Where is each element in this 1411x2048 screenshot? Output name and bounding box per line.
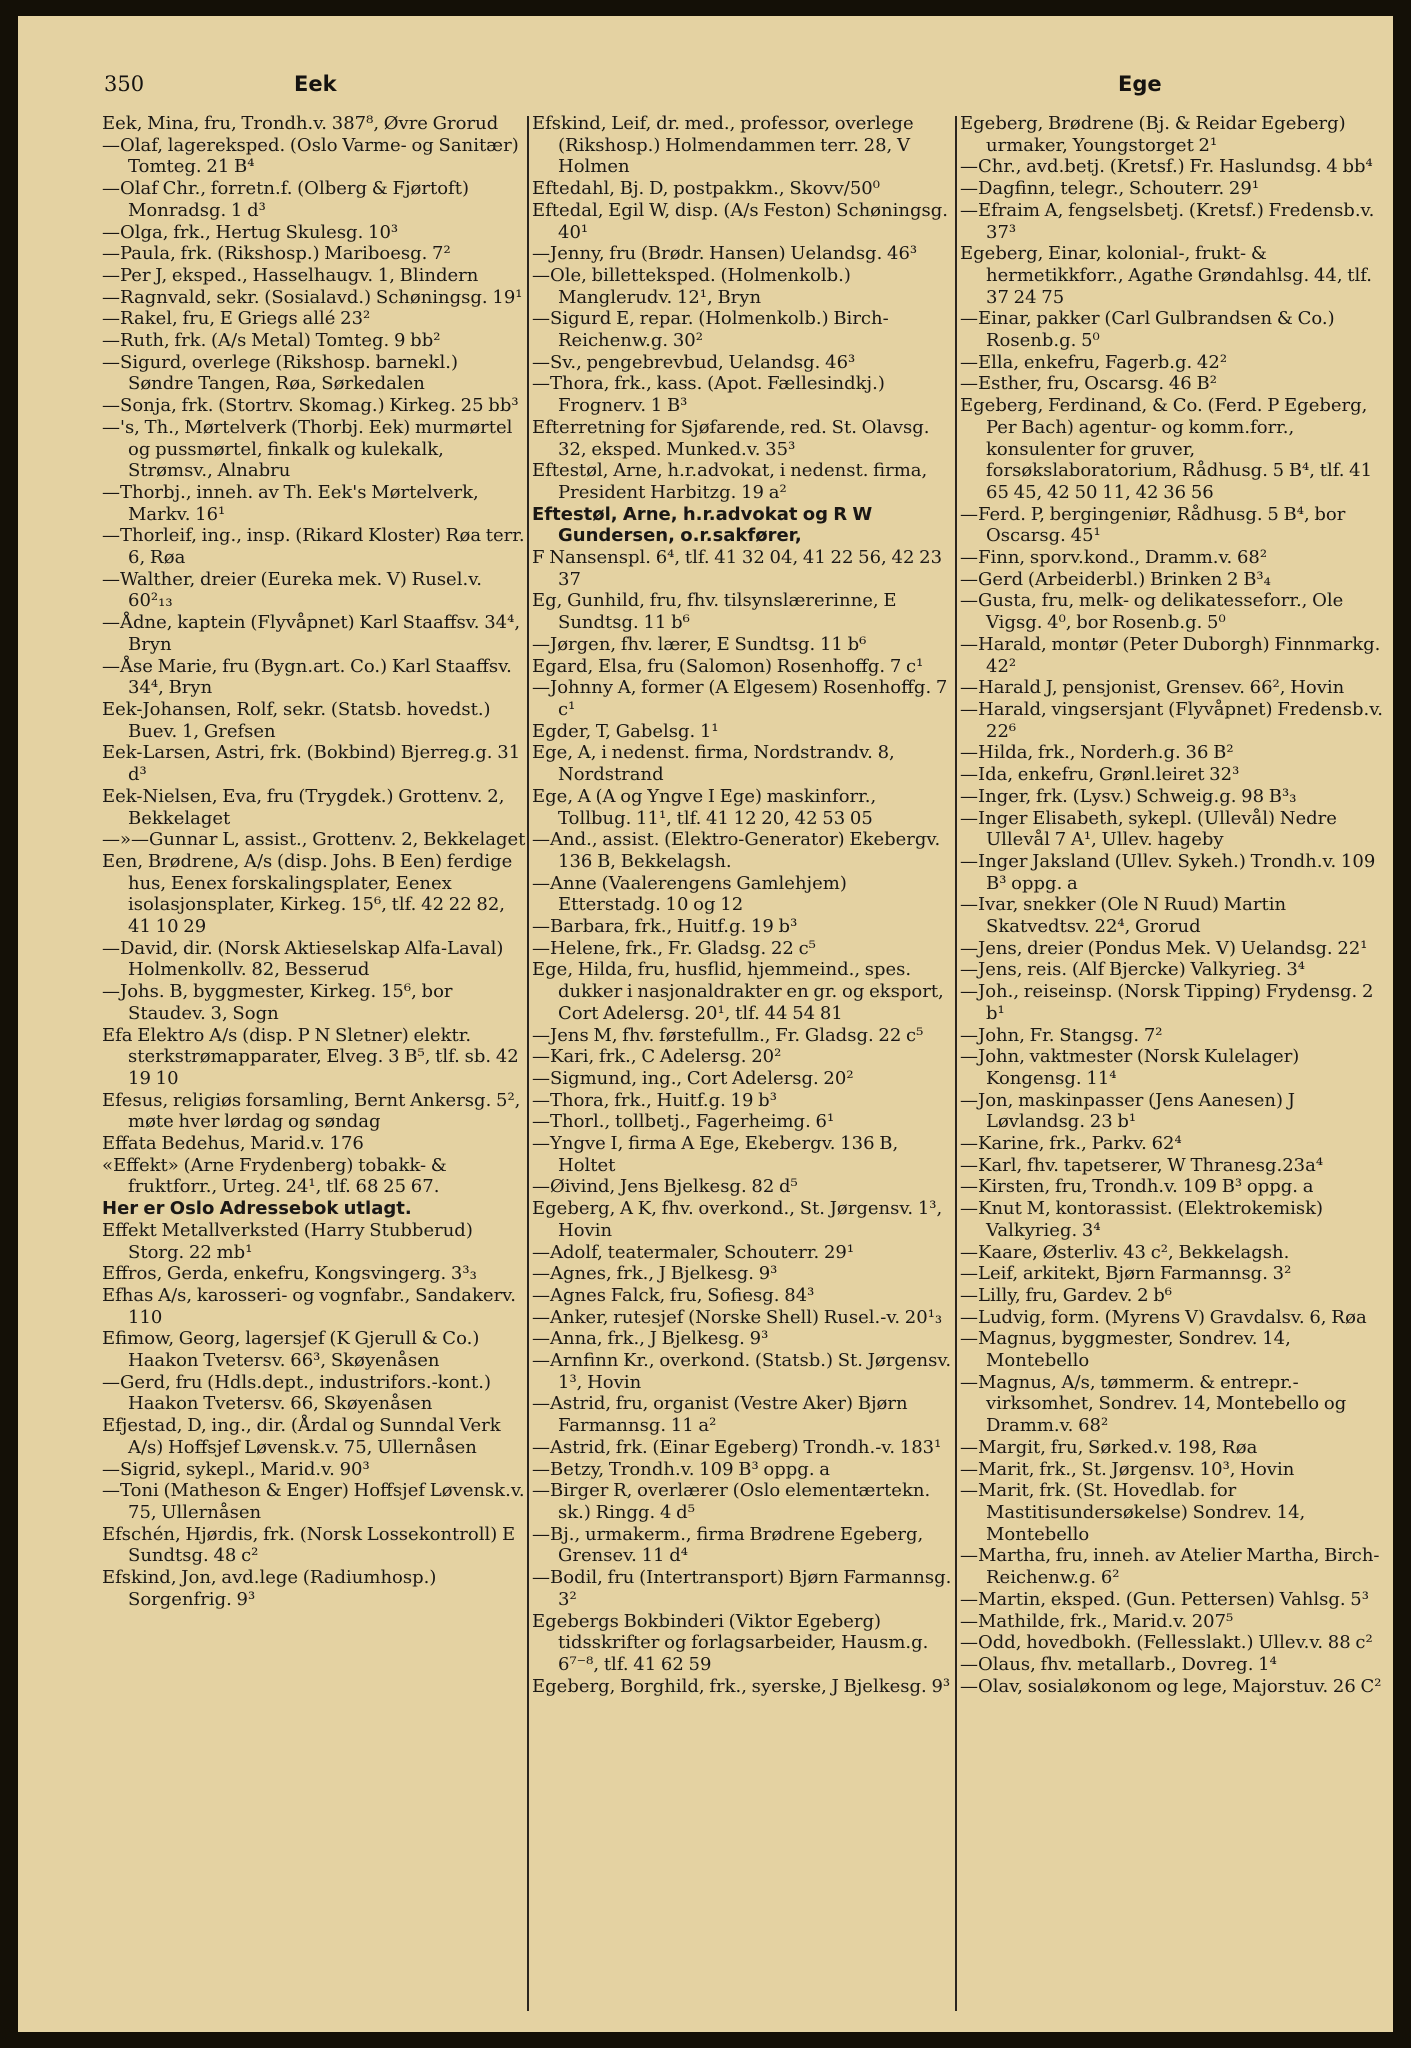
directory-entry: —Sigurd E, repar. (Holmenkolb.) Birch-Reichenw.g. 30² bbox=[532, 308, 889, 352]
column-3 bbox=[960, 113, 1384, 2018]
directory-entry: —»—Gunnar L, assist., Grottenv. 2, Bekkelaget bbox=[102, 829, 526, 851]
directory-entry: —Yngve I, firma A Ege, Ekebergv. 136 B, Holtet bbox=[532, 1133, 899, 1176]
directory-entry: —Knut M, kontorassist. (Elektrokemisk) Valkyrieg. 3⁴ bbox=[960, 1198, 1324, 1241]
directory-entry: Efskind, Jon, avd.lege (Radiumhosp.) Sorgenfrig. 9³ bbox=[102, 1567, 437, 1610]
directory-entry: —John, vaktmester (Norsk Kulelager) Kongensg. 11⁴ bbox=[960, 1046, 1300, 1089]
directory-entry: Eek-Nielsen, Eva, fru (Trygdek.) Grottenv. 2, Bekkelaget bbox=[102, 785, 505, 829]
directory-entry: —Martha, fru, inneh. av Atelier Martha, Birch-Reichenw.g. 6² bbox=[960, 1545, 1380, 1589]
directory-entry: —Sigurd, overlege (Rikshosp. barnekl.) Søndre Tangen, Røa, Sørkedalen bbox=[102, 351, 458, 395]
directory-entry: —Margit, fru, Sørked.v. 198, Røa bbox=[960, 1436, 1258, 1458]
directory-entry: —Arnfinn Kr., overkond. (Statsb.) St. Jørgensv. 1³, Hovin bbox=[532, 1350, 952, 1393]
directory-entry: —Ole, billetteksped. (Holmenkolb.) Manglerudv. 12¹, Bryn bbox=[532, 264, 851, 308]
column-2 bbox=[532, 113, 954, 2018]
directory-entry: —Anna, frk., J Bjelkesg. 9³ bbox=[532, 1328, 769, 1350]
directory-entry: Egeberg, Einar, kolonial-, frukt- & hermetikkforr., Agathe Grøndahlsg. 44, tlf. 37 24 75 bbox=[960, 243, 1373, 308]
directory-entry: «Effekt» (Arne Frydenberg) tobakk- & fruktforr., Urteg. 24¹, tlf. 68 25 67. bbox=[102, 1154, 447, 1198]
directory-entry: —'s, Th., Mørtelverk (Thorbj. Eek) murmørtel og pussmørtel, finkalk og kulekalk, Strømsv., Alnabru bbox=[102, 416, 513, 482]
directory-page bbox=[18, 16, 1393, 2032]
directory-entry: —And., assist. (Elektro-Generator) Ekebergv. 136 B, Bekkelagsh. bbox=[532, 829, 941, 872]
directory-entry: —Olaus, fhv. metallarb., Dovreg. 1⁴ bbox=[960, 1653, 1277, 1675]
directory-entry: Ege, A, i nedenst. firma, Nordstrandv. 8, Nordstrand bbox=[532, 742, 895, 786]
directory-entry: —Per J, eksped., Hasselhaugv. 1, Blindern bbox=[102, 264, 479, 286]
directory-entry: —Johnny A, former (A Elgesem) Rosenhoffg. 7 c¹ bbox=[532, 677, 948, 720]
directory-entry: —Inger Jaksland (Ullev. Sykeh.) Trondh.v. 109 B³ oppg. a bbox=[960, 850, 1376, 894]
directory-entry: Egder, T, Gabelsg. 1¹ bbox=[532, 720, 719, 742]
column-divider bbox=[955, 116, 957, 2011]
directory-entry: —Sv., pengebrevbud, Uelandsg. 46³ bbox=[532, 351, 856, 373]
directory-entry: —Jens M, fhv. førstefullm., Fr. Gladsg. 22 c⁵ bbox=[532, 1024, 924, 1046]
left-guide-word: Eek bbox=[294, 72, 337, 96]
directory-entry: —Toni (Matheson & Enger) Hoffsjef Løvensk.v. 75, Ullernåsen bbox=[102, 1480, 525, 1523]
directory-entry: —Ludvig, form. (Myrens V) Gravdalsv. 6, Røa bbox=[960, 1306, 1367, 1328]
directory-entry: —Astrid, frk. (Einar Egeberg) Trondh.-v. 183¹ bbox=[532, 1436, 942, 1458]
directory-entry: Efskind, Leif, dr. med., professor, overlege (Rikshosp.) Holmendammen terr. 28, V Holmen bbox=[532, 113, 914, 178]
directory-entry: —Bj., urmakerm., firma Brødrene Egeberg, Grensev. 11 d⁴ bbox=[532, 1523, 924, 1567]
directory-entry: Ege, A (A og Yngve I Ege) maskinforr., Tollbug. 11¹, tlf. 41 12 20, 42 53 05 bbox=[532, 785, 877, 829]
directory-entry: Effekt Metallverksted (Harry Stubberud) Storg. 22 mb¹ bbox=[102, 1219, 473, 1263]
directory-entry: —Dagfinn, telegr., Schouterr. 29¹ bbox=[960, 178, 1260, 200]
directory-entry: —Adolf, teatermaler, Schouterr. 29¹ bbox=[532, 1241, 855, 1263]
directory-entry: —David, dir. (Norsk Aktieselskap Alfa-Laval) Holmenkollv. 82, Besserud bbox=[102, 937, 504, 981]
directory-entry: —Thora, frk., kass. (Apot. Fællesindkj.) Frognerv. 1 B³ bbox=[532, 373, 885, 417]
directory-entry: —Ella, enkefru, Fagerb.g. 42² bbox=[960, 351, 1228, 373]
directory-entry: —Helene, frk., Fr. Gladsg. 22 c⁵ bbox=[532, 937, 816, 959]
directory-entry: —Sigrid, sykepl., Marid.v. 90³ bbox=[102, 1458, 370, 1480]
directory-entry: —Inger Elisabeth, sykepl. (Ullevål) Nedre Ullevål 7 A¹, Ullev. hageby bbox=[960, 807, 1337, 851]
directory-entry: Efimow, Georg, lagersjef (K Gjerull & Co.) Haakon Tvetersv. 66³, Skøyenåsen bbox=[102, 1328, 480, 1372]
directory-entry: —Finn, sporv.kond., Dramm.v. 68² bbox=[960, 547, 1268, 569]
directory-entry: —Lilly, fru, Gardev. 2 b⁶ bbox=[960, 1284, 1173, 1306]
directory-entry: —John, Fr. Stangsg. 7² bbox=[960, 1024, 1163, 1046]
directory-entry: —Joh., reiseinsp. (Norsk Tipping) Frydensg. 2 b¹ bbox=[960, 981, 1374, 1024]
directory-entry: —Agnes, frk., J Bjelkesg. 9³ bbox=[532, 1263, 778, 1285]
column-divider bbox=[527, 116, 529, 2011]
directory-entry: —Einar, pakker (Carl Gulbrandsen & Co.) Rosenb.g. 5⁰ bbox=[960, 308, 1335, 352]
directory-entry: —Ragnvald, sekr. (Sosialavd.) Schøningsg. 19¹ bbox=[102, 286, 523, 308]
directory-entry: —Odd, hovedbokh. (Fellesslakt.) Ullev.v. 88 c² bbox=[960, 1632, 1373, 1654]
directory-entry: F Nansenspl. 6⁴, tlf. 41 32 04, 41 22 56, 42 23 37 bbox=[532, 547, 943, 590]
directory-entry: Efhas A/s, karosseri- og vognfabr., Sandakerv. 110 bbox=[102, 1284, 516, 1328]
directory-entry: Effata Bedehus, Marid.v. 176 bbox=[102, 1133, 364, 1155]
directory-entry: —Kari, frk., C Adelersg. 20² bbox=[532, 1046, 782, 1068]
directory-entry: —Anker, rutesjef (Norske Shell) Rusel.-v. 20¹₃ bbox=[532, 1306, 943, 1328]
directory-entry: Egebergs Bokbinderi (Viktor Egeberg) tidsskrifter og forlagsarbeider, Hausm.g. 6⁷⁻⁸, tlf. 41 62 59 bbox=[532, 1610, 929, 1675]
directory-entry: —Thorleif, ing., insp. (Rikard Kloster) Røa terr. 6, Røa bbox=[102, 525, 525, 569]
directory-entry: —Harald, vingsersjant (Flyvåpnet) Fredensb.v. 22⁶ bbox=[960, 698, 1383, 742]
directory-entry: Her er Oslo Adressebok utlagt. bbox=[102, 1198, 412, 1220]
directory-entry: —Inger, frk. (Lysv.) Schweig.g. 98 B³₃ bbox=[960, 785, 1297, 807]
directory-entry: Efschén, Hjørdis, frk. (Norsk Lossekontroll) E Sundtsg. 48 c² bbox=[102, 1523, 516, 1567]
directory-entry: —Harald J, pensjonist, Grensev. 66², Hovin bbox=[960, 677, 1345, 699]
directory-entry: —Hilda, frk., Norderh.g. 36 B² bbox=[960, 742, 1234, 764]
directory-entry: —Chr., avd.betj. (Kretsf.) Fr. Haslundsg. 4 bb⁴ bbox=[960, 156, 1373, 178]
directory-entry: —Gerd (Arbeiderbl.) Brinken 2 B³₄ bbox=[960, 568, 1271, 590]
directory-entry: —Jon, maskinpasser (Jens Aanesen) J Løvlandsg. 23 b¹ bbox=[960, 1089, 1295, 1133]
directory-entry: Eek, Mina, fru, Trondh.v. 387⁸, Øvre Grorud bbox=[102, 113, 499, 134]
directory-entry: Ege, Hilda, fru, husflid, hjemmeind., spes. dukker i nasjonaldrakter en gr. og eksport, Cort Adelersg. 20¹, tlf. 44 54 81 bbox=[532, 959, 944, 1024]
directory-entry: Eftedal, Egil W, disp. (A/s Feston) Schøningsg. 40¹ bbox=[532, 199, 948, 243]
directory-entry: —Harald, montør (Peter Duborgh) Finnmarkg. 42² bbox=[960, 633, 1381, 677]
directory-entry: —Barbara, frk., Huitf.g. 19 b³ bbox=[532, 916, 798, 938]
directory-entry: —Johs. B, byggmester, Kirkeg. 15⁶, bor Staudev. 3, Sogn bbox=[102, 981, 453, 1024]
directory-entry: —Kaare, Østerliv. 43 c², Bekkelagsh. bbox=[960, 1241, 1290, 1263]
directory-entry: —Ruth, frk. (A/s Metal) Tomteg. 9 bb² bbox=[102, 330, 441, 352]
directory-entry: —Karl, fhv. tapetserer, W Thranesg.23a⁴ bbox=[960, 1154, 1324, 1176]
directory-entry: Egeberg, Ferdinand, & Co. (Ferd. P Egeberg, Per Bach) agentur- og komm.forr., konsulenter for gruver, forsøkslaboratorium, Rådhusg. 5 B⁴, tlf. 41 65 45, 42 50 11, 42 36 56 bbox=[960, 395, 1373, 503]
directory-entry: —Øivind, Jens Bjelkesg. 82 d⁵ bbox=[532, 1176, 798, 1198]
directory-entry: —Walther, dreier (Eureka mek. V) Rusel.v. 60²₁₃ bbox=[102, 568, 482, 612]
directory-entry: —Agnes Falck, fru, Sofiesg. 84³ bbox=[532, 1284, 815, 1306]
directory-entry: —Marit, frk., St. Jørgensv. 10³, Hovin bbox=[960, 1458, 1295, 1480]
directory-entry: —Birger R, overlærer (Oslo elementærtekn. sk.) Ringg. 4 d⁵ bbox=[532, 1480, 931, 1523]
directory-entry: —Martin, eksped. (Gun. Pettersen) Vahlsg. 5³ bbox=[960, 1588, 1369, 1610]
directory-entry: —Karine, frk., Parkv. 62⁴ bbox=[960, 1133, 1182, 1155]
page-number: 350 bbox=[104, 72, 145, 96]
directory-entry: —Sigmund, ing., Cort Adelersg. 20² bbox=[532, 1067, 854, 1089]
directory-entry: Efjestad, D, ing., dir. (Årdal og Sunndal Verk A/s) Hoffsjef Løvensk.v. 75, Ullernåsen bbox=[102, 1415, 501, 1458]
directory-entry: —Olav, sosialøkonom og lege, Majorstuv. 26 C² bbox=[960, 1675, 1382, 1697]
directory-entry: —Jens, reis. (Alf Bjercke) Valkyrieg. 3⁴ bbox=[960, 959, 1306, 981]
directory-entry: Egeberg, Borghild, frk., syerske, J Bjelkesg. 9³ bbox=[532, 1675, 951, 1697]
directory-entry: Efesus, religiøs forsamling, Bernt Ankersg. 5², møte hver lørdag og søndag bbox=[102, 1089, 521, 1133]
directory-entry: Eg, Gunhild, fru, fhv. tilsynslærerinne, E Sundtsg. 11 b⁶ bbox=[532, 590, 897, 634]
directory-entry: Efa Elektro A/s (disp. P N Sletner) elektr. sterkstrømapparater, Elveg. 3 B⁵, tlf. sb. 42 19 10 bbox=[102, 1024, 519, 1089]
directory-entry: —Paula, frk. (Rikshosp.) Mariboesg. 7² bbox=[102, 243, 451, 265]
column-1 bbox=[102, 113, 526, 2018]
directory-entry: —Sonja, frk. (Stortrv. Skomag.) Kirkeg. 25 bb³ bbox=[102, 395, 519, 417]
directory-entry: —Jenny, fru (Brødr. Hansen) Uelandsg. 46³ bbox=[532, 243, 918, 265]
directory-entry: —Esther, fru, Oscarsg. 46 B² bbox=[960, 373, 1217, 395]
directory-entry: —Marit, frk. (St. Hovedlab. for Mastitisundersøkelse) Sondrev. 14, Montebello bbox=[960, 1480, 1306, 1545]
directory-entry: —Thorbj., inneh. av Th. Eek's Mørtelverk, Markv. 16¹ bbox=[102, 481, 479, 525]
directory-entry: —Mathilde, frk., Marid.v. 207⁵ bbox=[960, 1610, 1234, 1632]
directory-entry: —Olga, frk., Hertug Skulesg. 10³ bbox=[102, 221, 399, 243]
directory-entry: Efterretning for Sjøfarende, red. St. Olavsg. 32, eksped. Munked.v. 35³ bbox=[532, 416, 930, 460]
directory-entry: Eftestøl, Arne, h.r.advokat og R W Gundersen, o.r.sakfører, bbox=[532, 503, 873, 547]
directory-entry: —Rakel, fru, E Griegs allé 23² bbox=[102, 308, 371, 330]
directory-entry: Egeberg, Brødrene (Bj. & Reidar Egeberg) urmaker, Youngstorget 2¹ bbox=[960, 113, 1346, 156]
directory-entry: —Olaf, lagereksped. (Oslo Varme- og Sanitær) Tomteg. 21 B⁴ bbox=[102, 134, 519, 178]
directory-entry: Eftedahl, Bj. D, postpakkm., Skovv/50⁰ bbox=[532, 178, 880, 200]
directory-entry: —Ida, enkefru, Grønl.leiret 32³ bbox=[960, 764, 1240, 786]
directory-entry: Egeberg, A K, fhv. overkond., St. Jørgensv. 1³, Hovin bbox=[532, 1198, 943, 1241]
directory-entry: —Magnus, byggmester, Sondrev. 14, Montebello bbox=[960, 1328, 1291, 1372]
directory-entry: —Anne (Vaalerengens Gamlehjem) Etterstadg. 10 og 12 bbox=[532, 872, 847, 916]
directory-entry: —Magnus, A/s, tømmerm. & entrepr.-virksomhet, Sondrev. 14, Montebello og Dramm.v. 68² bbox=[960, 1371, 1347, 1437]
directory-entry: —Ferd. P, bergingeniør, Rådhusg. 5 B⁴, bor Oscarsg. 45¹ bbox=[960, 503, 1346, 547]
directory-entry: Effros, Gerda, enkefru, Kongsvingerg. 3³₃ bbox=[102, 1263, 477, 1285]
directory-entry: Eek-Johansen, Rolf, sekr. (Statsb. hovedst.) Buev. 1, Grefsen bbox=[102, 698, 491, 742]
directory-entry: Eek-Larsen, Astri, frk. (Bokbind) Bjerreg.g. 31 d³ bbox=[102, 742, 521, 786]
directory-entry: —Gusta, fru, melk- og delikatesseforr., Ole Vigsg. 4⁰, bor Rosenb.g. 5⁰ bbox=[960, 590, 1344, 634]
directory-entry: Een, Brødrene, A/s (disp. Johs. B Een) ferdige hus, Eenex forskalingsplater, Eenex isolasjonsplater, Kirkeg. 15⁶, tlf. 42 22 82, 41 10 29 bbox=[102, 850, 513, 938]
directory-entry: —Kirsten, fru, Trondh.v. 109 B³ oppg. a bbox=[960, 1176, 1314, 1198]
directory-entry: —Thorl., tollbetj., Fagerheimg. 6¹ bbox=[532, 1111, 835, 1133]
directory-entry: —Jens, dreier (Pondus Mek. V) Uelandsg. 22¹ bbox=[960, 937, 1368, 959]
directory-entry: —Ivar, snekker (Ole N Ruud) Martin Skatvedtsv. 22⁴, Grorud bbox=[960, 894, 1287, 938]
directory-entry: Egard, Elsa, fru (Salomon) Rosenhoffg. 7 c¹ bbox=[532, 655, 924, 677]
directory-entry: —Efraim A, fengselsbetj. (Kretsf.) Fredensb.v. 37³ bbox=[960, 199, 1375, 243]
directory-entry: —Jørgen, fhv. lærer, E Sundtsg. 11 b⁶ bbox=[532, 633, 867, 655]
directory-entry: —Olaf Chr., forretn.f. (Olberg & Fjørtoft) Monradsg. 1 d³ bbox=[102, 178, 469, 221]
directory-entry: —Leif, arkitekt, Bjørn Farmannsg. 3² bbox=[960, 1263, 1292, 1285]
directory-entry: —Thora, frk., Huitf.g. 19 b³ bbox=[532, 1089, 777, 1111]
directory-entry: —Gerd, fru (Hdls.dept., industrifors.-kont.) Haakon Tvetersv. 66, Skøyenåsen bbox=[102, 1371, 491, 1415]
right-guide-word: Ege bbox=[1118, 72, 1162, 96]
directory-entry: —Bodil, fru (Intertransport) Bjørn Farmannsg. 3² bbox=[532, 1567, 952, 1610]
directory-entry: —Ådne, kaptein (Flyvåpnet) Karl Staaffsv. 34⁴, Bryn bbox=[102, 612, 521, 655]
directory-entry: —Åse Marie, fru (Bygn.art. Co.) Karl Staaffsv. 34⁴, Bryn bbox=[102, 655, 512, 699]
directory-entry: —Astrid, fru, organist (Vestre Aker) Bjørn Farmannsg. 11 a² bbox=[532, 1393, 908, 1437]
directory-entry: Eftestøl, Arne, h.r.advokat, i nedenst. firma, President Harbitzg. 19 a² bbox=[532, 460, 928, 503]
directory-entry: —Betzy, Trondh.v. 109 B³ oppg. a bbox=[532, 1458, 830, 1480]
